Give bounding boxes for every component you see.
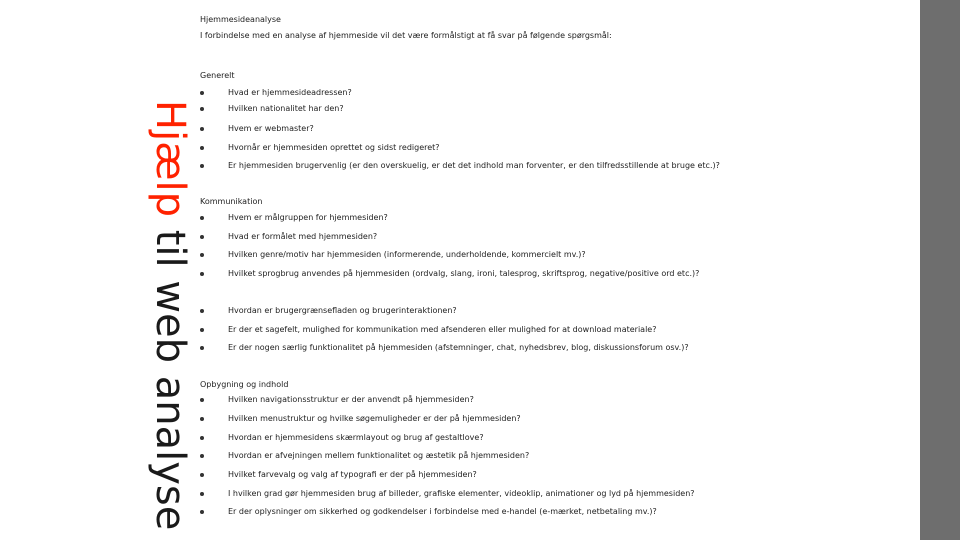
list-item-text: Er der nogen særlig funktionalitet på hjemmesiden (afstemninger, chat, nyhedsbrev, blog, diskussionsforum osv.)? xyxy=(228,343,689,352)
right-sidebar-bar xyxy=(920,0,960,540)
section-heading-opbygning: Opbygning og indhold xyxy=(200,380,289,389)
section-heading-kommunikation: Kommunikation xyxy=(200,197,263,206)
list-item xyxy=(200,161,720,170)
list-item xyxy=(200,395,474,404)
list-item xyxy=(200,507,657,516)
vertical-side-title xyxy=(147,100,193,531)
list-item xyxy=(200,269,699,278)
list-item xyxy=(200,232,377,241)
bullet-icon xyxy=(200,473,204,477)
bullet-icon xyxy=(200,127,204,131)
bullet-icon xyxy=(200,510,204,514)
list-item xyxy=(200,325,656,334)
bullet-icon xyxy=(200,272,204,276)
intro-text: I forbindelse med en analyse af hjemmeside vil det være formålstigt at få svar på følgende spørgsmål: xyxy=(200,31,612,40)
list-item xyxy=(200,143,440,152)
list-item-text: I hvilken grad gør hjemmesiden brug af billeder, grafiske elementer, videoklip, animationer og lyd på hjemmesiden? xyxy=(228,489,695,498)
list-item-text: Hvilken menustruktur og hvilke søgemuligheder er der på hjemmesiden? xyxy=(228,414,521,423)
bullet-icon xyxy=(200,398,204,402)
list-item xyxy=(200,343,689,352)
list-item xyxy=(200,489,695,498)
list-item-text: Hvilken navigationsstruktur er der anvendt på hjemmesiden? xyxy=(228,395,474,404)
list-item xyxy=(200,470,477,479)
page-title: Hjemmesideanalyse xyxy=(200,15,281,24)
bullet-icon xyxy=(200,164,204,168)
list-item xyxy=(200,306,457,315)
list-item-text: Er hjemmesiden brugervenlig (er den overskuelig, er det det indhold man forventer, er den tilfredsstillende at bruge etc.)? xyxy=(228,161,720,170)
list-item-text: Hvilken genre/motiv har hjemmesiden (informerende, underholdende, kommercielt mv.)? xyxy=(228,250,586,259)
bullet-icon xyxy=(200,91,204,95)
bullet-icon xyxy=(200,235,204,239)
list-item xyxy=(200,433,484,442)
list-item-text: Er der et sagefelt, mulighed for kommunikation med afsenderen eller mulighed for at download materiale? xyxy=(228,325,657,334)
list-item xyxy=(200,213,388,222)
bullet-icon xyxy=(200,146,204,150)
list-item xyxy=(200,451,529,460)
list-item-text: Hvordan er afvejningen mellem funktionalitet og æstetik på hjemmesiden? xyxy=(228,451,530,460)
list-item-text: Hvilken nationalitet har den? xyxy=(228,104,344,113)
list-item-text: Hvem er webmaster? xyxy=(228,124,314,133)
bullet-icon xyxy=(200,346,204,350)
bullet-icon xyxy=(200,436,204,440)
list-item xyxy=(200,124,314,133)
list-item-text: Hvilket farvevalg og valg af typografi er der på hjemmesiden? xyxy=(228,470,477,479)
list-item xyxy=(200,414,521,423)
section-heading-generelt: Generelt xyxy=(200,71,235,80)
list-item xyxy=(200,88,352,97)
bullet-icon xyxy=(200,253,204,257)
bullet-icon xyxy=(200,454,204,458)
list-item xyxy=(200,104,344,113)
list-item-text: Hvordan er brugergrænsefladen og brugerinteraktionen? xyxy=(228,306,457,315)
list-item-text: Hvem er målgruppen for hjemmesiden? xyxy=(228,213,388,222)
list-item-text: Hvornår er hjemmesiden oprettet og sidst redigeret? xyxy=(228,143,440,152)
vertical-title-rest: til web analyse xyxy=(147,216,193,531)
list-item-text: Hvilket sprogbrug anvendes på hjemmesiden (ordvalg, slang, ironi, talesprog, skriftsprog, negative/positive ord etc.)? xyxy=(228,269,700,278)
bullet-icon xyxy=(200,107,204,111)
list-item-text: Hvad er hjemmesideadressen? xyxy=(228,88,352,97)
list-item-text: Hvad er formålet med hjemmesiden? xyxy=(228,232,378,241)
bullet-icon xyxy=(200,417,204,421)
bullet-icon xyxy=(200,309,204,313)
list-item-text: Er der oplysninger om sikkerhed og godkendelser i forbindelse med e-handel (e-mærket, netbetaling mv.)? xyxy=(228,507,657,516)
list-item-text: Hvordan er hjemmesidens skærmlayout og brug af gestaltlove? xyxy=(228,433,484,442)
bullet-icon xyxy=(200,328,204,332)
bullet-icon xyxy=(200,492,204,496)
bullet-icon xyxy=(200,216,204,220)
vertical-title-accent: Hjælp xyxy=(147,100,193,217)
list-item xyxy=(200,250,586,259)
